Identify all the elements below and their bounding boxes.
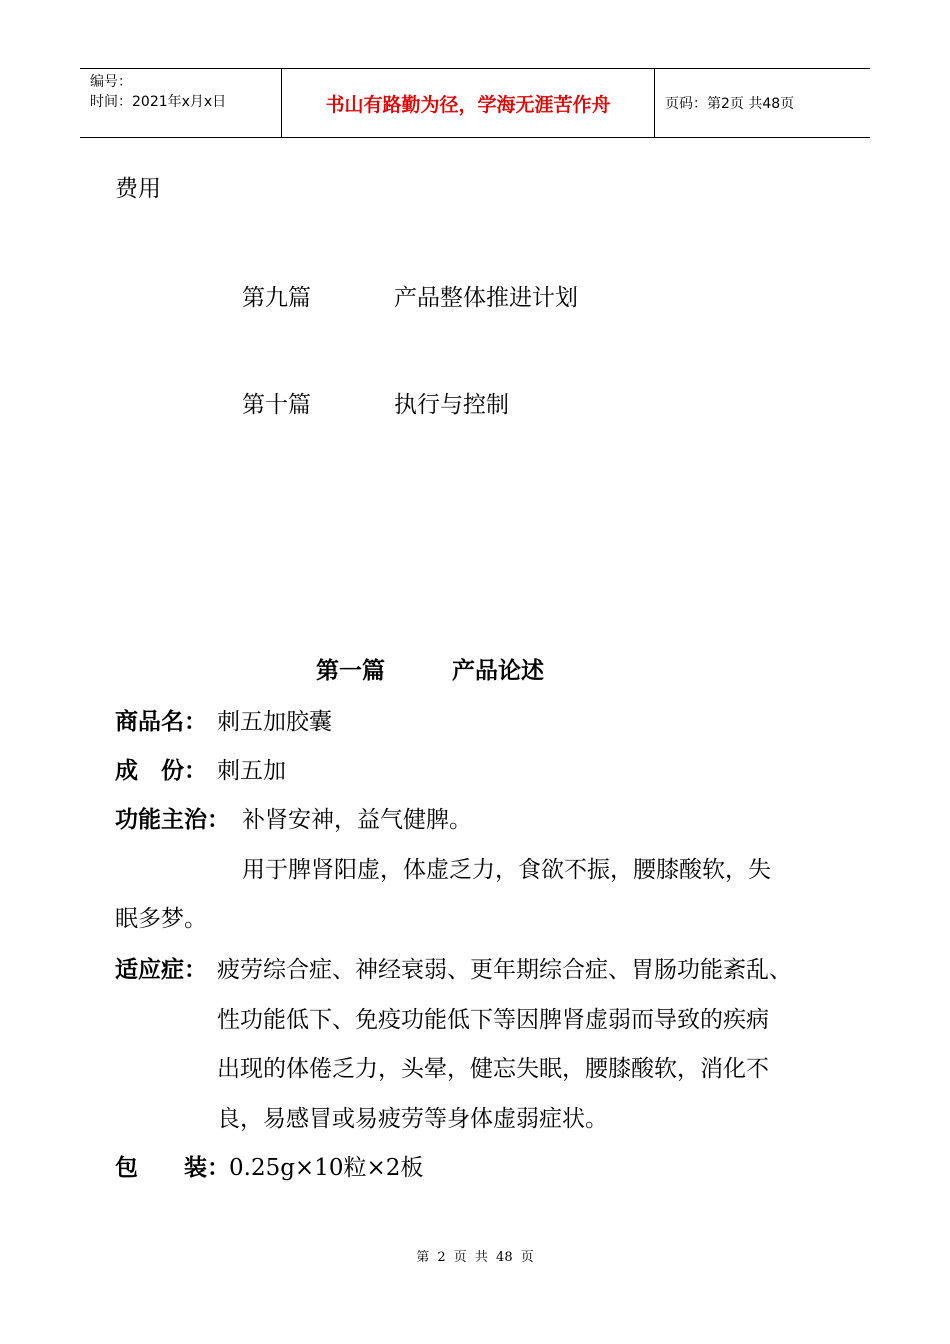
indication-line-2: 性功能低下、免疫功能低下等因脾肾虚弱而导致的疾病 [217,1007,769,1033]
toc-item-9-num: 第九篇 [242,285,311,311]
function-line-3: 眠多梦。 [115,906,207,932]
toc-item-10-num: 第十篇 [242,392,311,418]
toc-item-9-title: 产品整体推进计划 [394,285,578,311]
toc-item-10-title: 执行与控制 [394,392,509,418]
name-label: 商品名： [115,709,207,735]
function-line-2: 用于脾肾阳虚，体虚乏力，食欲不振，腰膝酸软，失 [242,857,771,883]
header-meta-cell [80,69,282,137]
indication-line-1: 疲劳综合症、神经衰弱、更年期综合症、胃肠功能紊乱、 [217,957,792,983]
motto: 书山有路勤为径，学海无涯苦作舟 [282,69,655,137]
section-title: 产品论述 [452,658,544,684]
ingredient-label: 成 份： [115,758,207,784]
indication-label: 适应症： [115,957,207,983]
function-value: 补肾安神，益气健脾。 [242,807,472,833]
previous-tail-text: 费用 [115,176,161,202]
page-footer: 第 2 页 共 48 页 [416,1250,534,1265]
package-value: 0.25g×10粒×2板 [229,1155,424,1181]
name-value: 刺五加胶囊 [217,709,332,735]
page-info: 页码：第2页 共48页 [665,96,795,112]
section-number: 第一篇 [316,658,385,684]
number-label: 编号： [90,74,132,90]
package-label: 包 装： [115,1155,230,1181]
indication-line-4: 良，易感冒或易疲劳等身体虚弱症状。 [217,1106,608,1132]
time-label: 时间：2021年x月x日 [90,94,227,110]
indication-line-3: 出现的体倦乏力，头晕，健忘失眠，腰膝酸软，消化不 [217,1056,769,1082]
ingredient-value: 刺五加 [217,758,286,784]
header-table [80,68,870,138]
function-label: 功能主治： [115,807,230,833]
